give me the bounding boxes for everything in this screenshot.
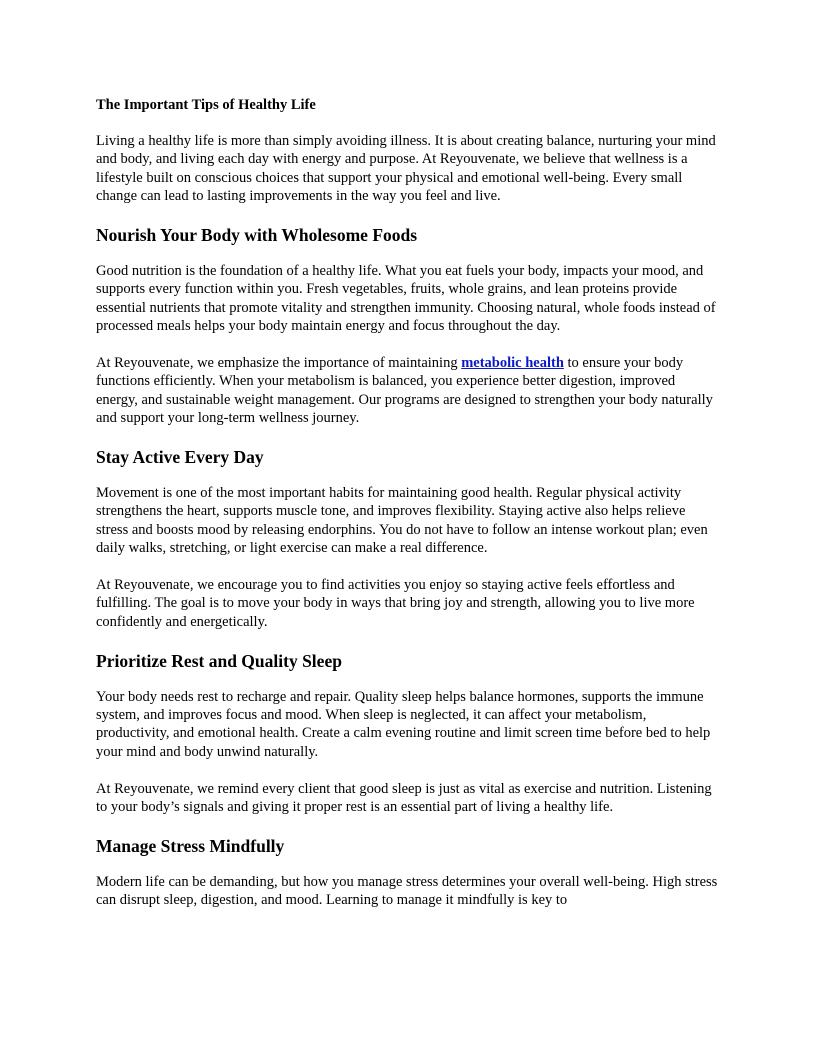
section-heading-activity: Stay Active Every Day xyxy=(96,447,264,468)
sleep-paragraph-2: At Reyouvenate, we remind every client that good sleep is just as vital as exercise and nutrition. Listening to your body’s signals and giving it proper rest is an essential part of living a healthy life. xyxy=(96,780,712,816)
nutrition-paragraph-2-end: to ensure your body functions efficiently. When your metabolism is balanced, you experience better digestion, improved energy, and sustainable weight management. Our programs are designed to strengthen your body naturally and support your long-term wellness journey. xyxy=(96,355,713,427)
section-heading-nutrition: Nourish Your Body with Wholesome Foods xyxy=(96,225,418,246)
document-page xyxy=(96,96,720,928)
section-heading-stress: Manage Stress Mindfully xyxy=(96,835,285,856)
stress-paragraph-1: Modern life can be demanding, but how you manage stress determines your overall well-being. High stress can disrupt sleep, digestion, and mood. Learning to manage it mindfully is key to xyxy=(96,873,718,909)
section-heading-sleep: Prioritize Rest and Quality Sleep xyxy=(96,650,342,671)
nutrition-paragraph-2 xyxy=(96,354,720,428)
nutrition-paragraph-1: Good nutrition is the foundation of a healthy life. What you eat fuels your body, impacts your mood, and supports every function within you. Fresh vegetables, fruits, whole grains, and lean proteins provide essential nutrients that promote vitality and strengthen immunity. Choosing natural, whole foods instead of processed meals helps your body maintain energy and focus throughout the day. xyxy=(96,263,716,335)
sleep-paragraph-1: Your body needs rest to recharge and repair. Quality sleep helps balance hormones, supports the immune system, and improves focus and mood. When sleep is neglected, it can affect your metabolism, productivity, and emotional health. Create a calm evening routine and limit screen time before bed to help your mind and body unwind naturally. xyxy=(96,688,711,760)
intro-paragraph: Living a healthy life is more than simply avoiding illness. It is about creating balance, nurturing your mind and body, and living each day with energy and purpose. At Reyouvenate, we believe that wellness is a lifestyle built on conscious choices that support your physical and emotional well-being. Every small change can lead to lasting improvements in the way you feel and live. xyxy=(96,133,716,205)
activity-paragraph-1: Movement is one of the most important habits for maintaining good health. Regular physical activity strengthens the heart, supports muscle tone, and improves flexibility. Staying active also helps relieve stress and boosts mood by releasing endorphins. You do not have to follow an intense workout plan; even daily walks, stretching, or light exercise can make a real difference. xyxy=(96,485,708,557)
nutrition-paragraph-2-start: At Reyouvenate, we emphasize the importance of maintaining xyxy=(96,355,462,372)
document-title: The Important Tips of Healthy Life xyxy=(96,97,316,113)
metabolic-health-link[interactable]: metabolic health xyxy=(461,355,564,372)
activity-paragraph-2: At Reyouvenate, we encourage you to find activities you enjoy so staying active feels effortless and fulfilling. The goal is to move your body in ways that bring joy and strength, allowing you to live more confidently and energetically. xyxy=(96,577,695,630)
